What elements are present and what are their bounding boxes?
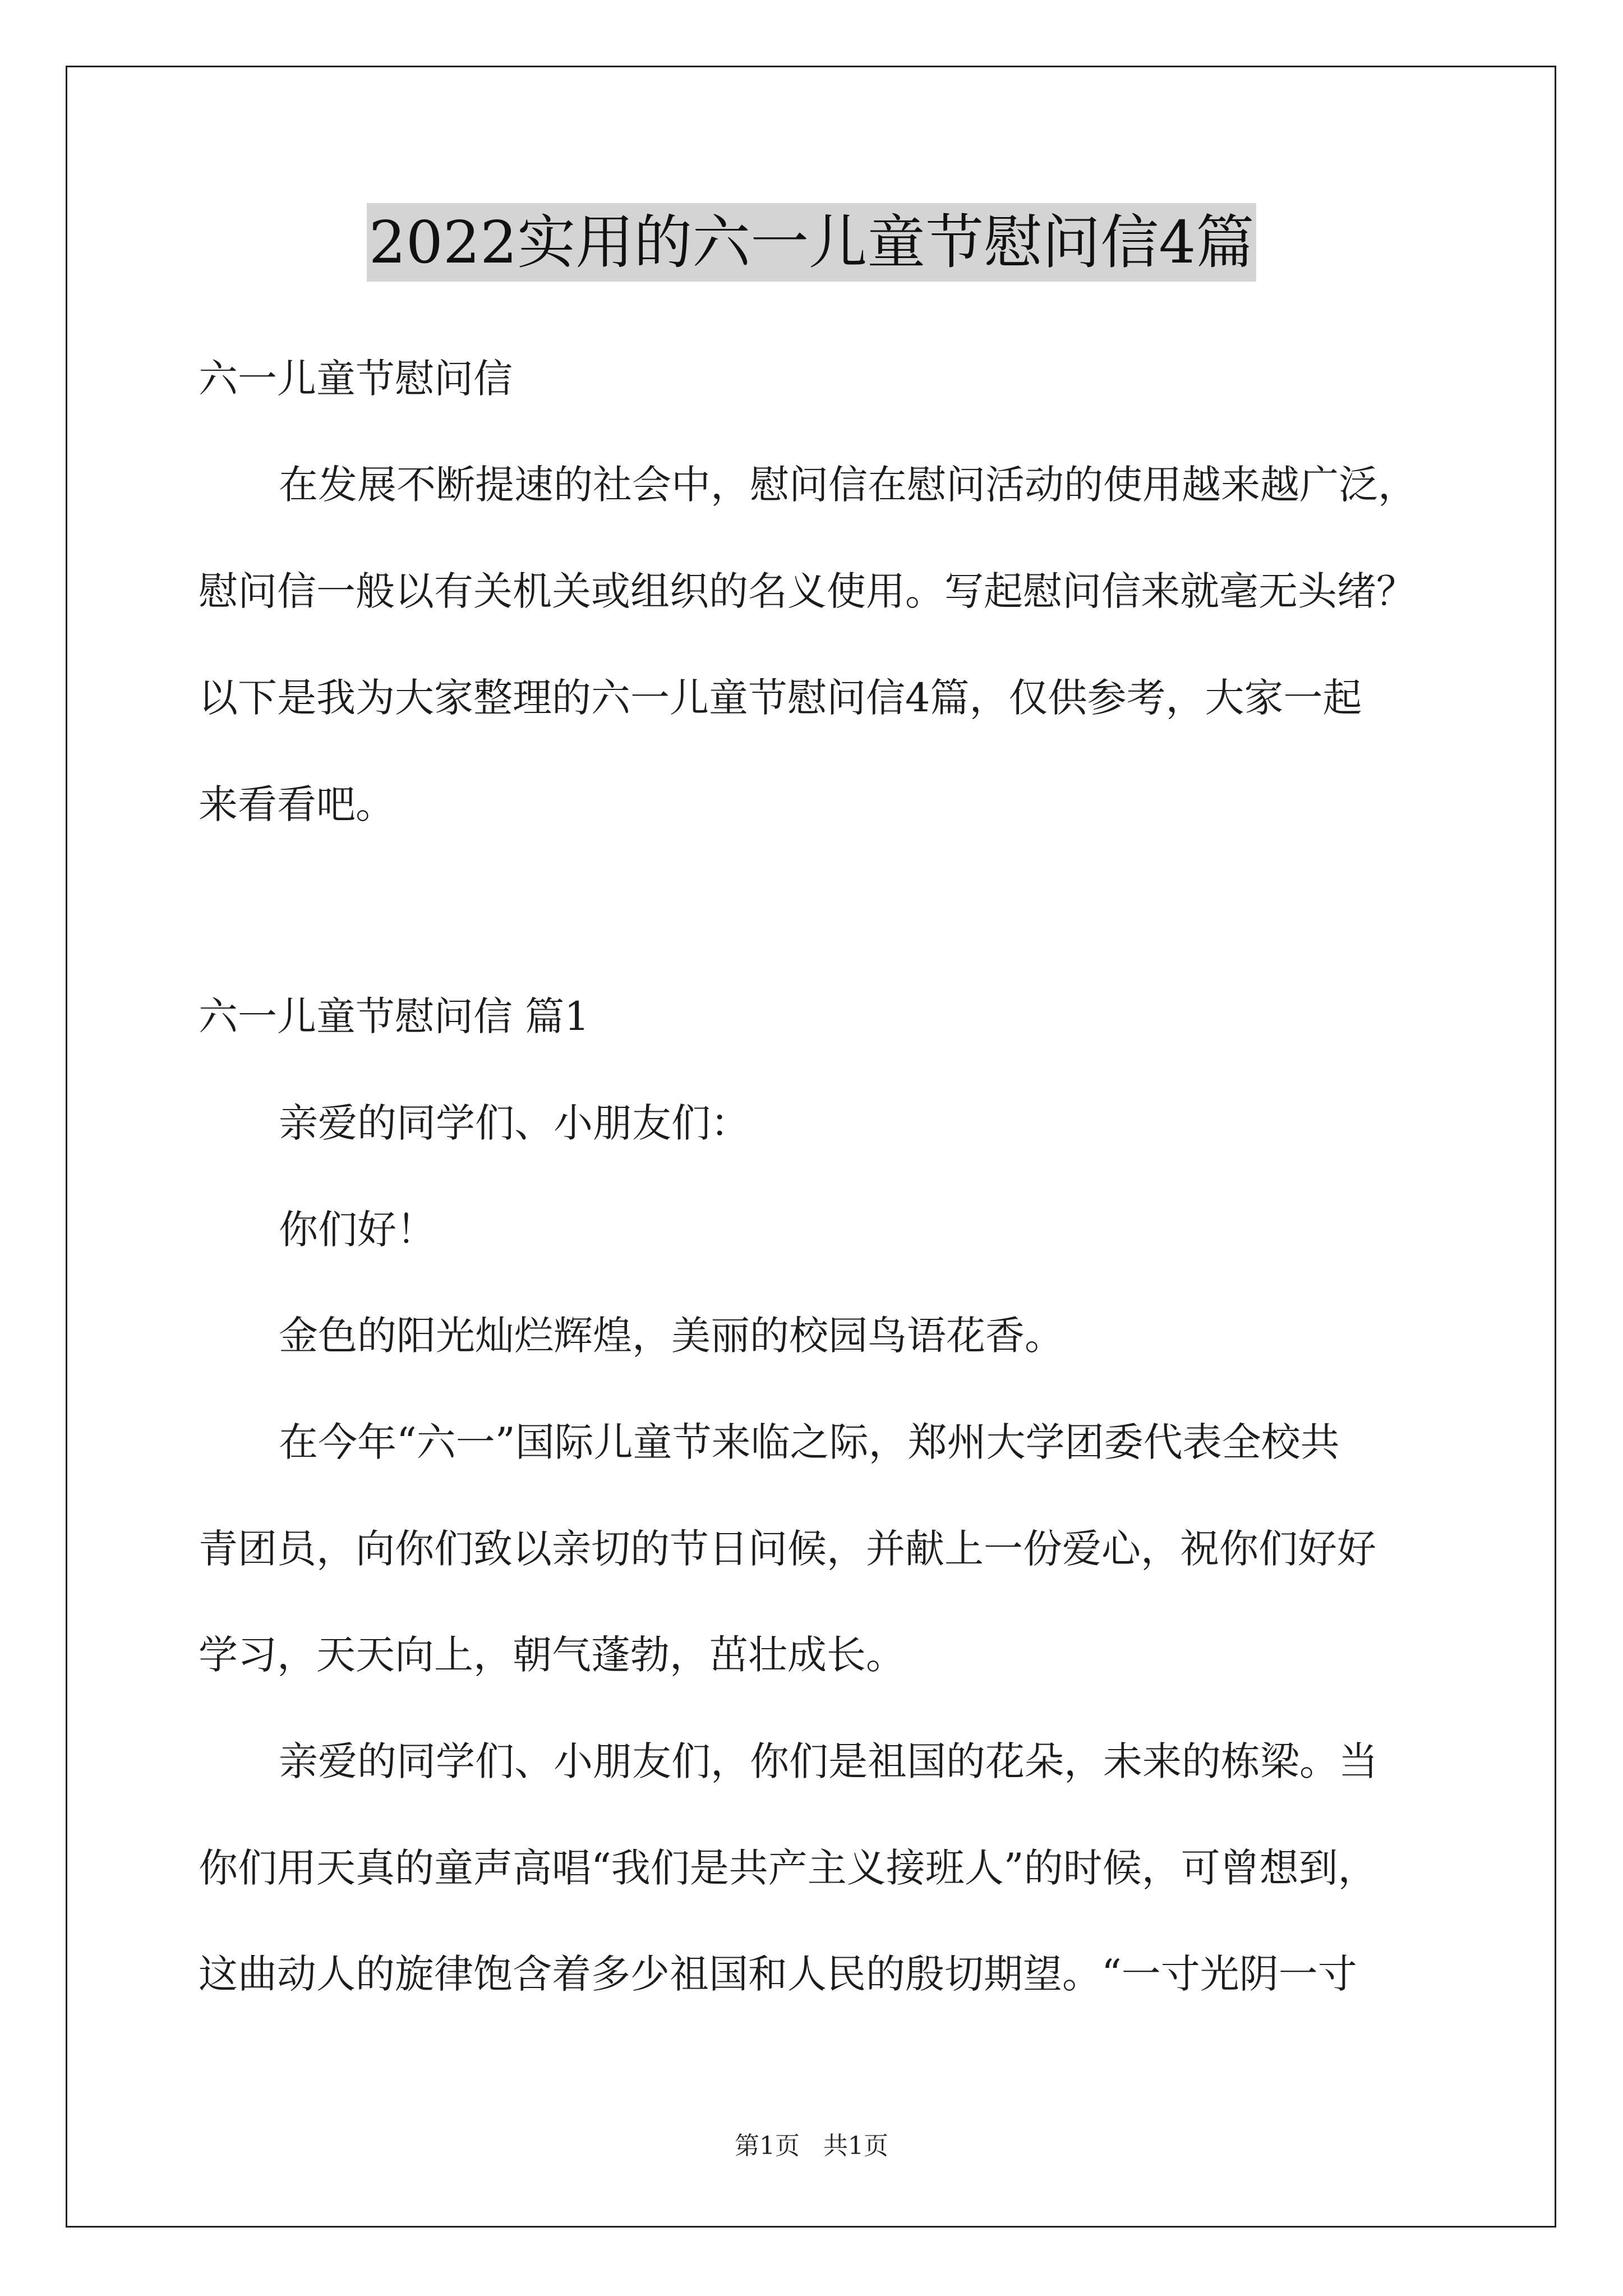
paragraph-line: 亲爱的同学们、小朋友们：: [279, 1100, 750, 1146]
paragraph-line: 慰问信一般以有关机关或组织的名义使用。写起慰问信来就毫无头绪？: [199, 568, 1415, 614]
paragraph-line: 以下是我为大家整理的六一儿童节慰问信4篇，仅供参考，大家一起: [199, 675, 1362, 721]
paragraph-line: 在今年“六一”国际儿童节来临之际，郑州大学团委代表全校共: [279, 1419, 1340, 1465]
paragraph-line: 学习，天天向上，朝气蓬勃，茁壮成长。: [199, 1632, 905, 1678]
paragraph-line: 你们好！: [279, 1207, 436, 1253]
title-wrap: [0, 203, 1623, 282]
page-footer: [0, 2129, 1623, 2163]
page-number: 第1页: [735, 2132, 800, 2160]
section-heading: 六一儿童节慰问信: [199, 356, 513, 402]
page-total: 共1页: [823, 2132, 888, 2160]
document-title: 2022实用的六一儿童节慰问信4篇: [367, 203, 1257, 282]
paragraph-line: 你们用天真的童声高唱“我们是共产主义接班人”的时候，可曾想到，: [199, 1845, 1377, 1891]
paragraph-line: 来看看吧。: [199, 781, 395, 827]
paragraph-line: 青团员，向你们致以亲切的节日问候，并献上一份爱心，祝你们好好: [199, 1526, 1376, 1572]
paragraph-line: 金色的阳光灿烂辉煌，美丽的校园鸟语花香。: [279, 1313, 1064, 1359]
paragraph-line: 在发展不断提速的社会中，慰问信在慰问活动的使用越来越广泛，: [279, 462, 1417, 508]
section-heading: 六一儿童节慰问信 篇1: [199, 993, 589, 1039]
paragraph-line: 亲爱的同学们、小朋友们，你们是祖国的花朵，未来的栋梁。当: [279, 1738, 1378, 1784]
paragraph-line: 这曲动人的旋律饱含着多少祖国和人民的殷切期望。“一寸光阴一寸: [199, 1951, 1357, 1997]
